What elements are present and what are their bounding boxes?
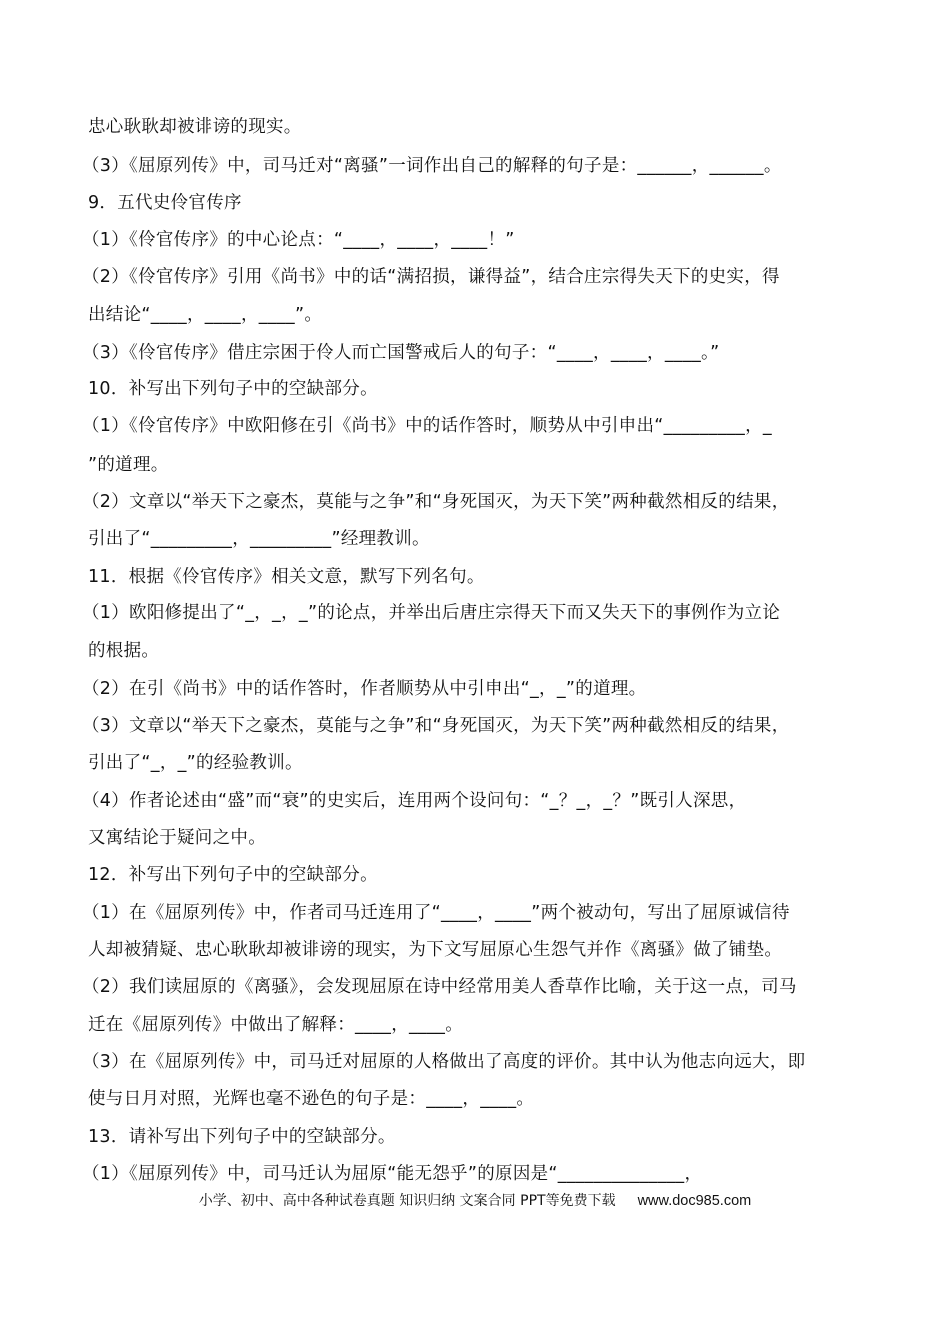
question-9-3: （3）《伶官传序》借庄宗困于伶人而亡国警戒后人的句子：“____，____，____。”: [82, 343, 720, 363]
text-line: 人却被猜疑、忠心耿耿却被诽谤的现实，为下文写屈原心生怨气并作《离骚》做了铺垫。: [88, 940, 783, 960]
text-line: 又寓结论于疑问之中。: [88, 828, 266, 848]
question-9-2: （2）《伶官传序》引用《尚书》中的话“满招损，谦得益”，结合庄宗得失天下的史实，得: [82, 267, 780, 287]
question-12-1: （1）在《屈原列传》中，作者司马迁连用了“____，____”两个被动句，写出了屈原诚信待: [82, 903, 790, 923]
question-10-1: （1）《伶官传序》中欧阳修在引《尚书》中的话作答时，顺势从中引申出“_________，_: [82, 416, 772, 436]
question-9-heading: 9．五代史伶官传序: [88, 193, 242, 213]
question-11-4: （4）作者论述由“盛”而“衰”的史实后，连用两个设问句：“_？_，_？”既引人深思，: [82, 791, 747, 811]
question-8-3: （3）《屈原列传》中，司马迁对“离骚”一词作出自己的解释的句子是：______，______。: [82, 156, 782, 176]
question-11-2: （2）在引《尚书》中的话作答时，作者顺势从中引申出“_，_”的道理。: [82, 679, 647, 699]
question-12-2: （2）我们读屈原的《离骚》，会发现屈原在诗中经常用美人香草作比喻，关于这一点，司马: [82, 977, 797, 997]
question-12-3: （3）在《屈原列传》中，司马迁对屈原的人格做出了高度的评价。其中认为他志向远大，即: [82, 1052, 806, 1072]
text-line: 使与日月对照，光辉也毫不逊色的句子是：____，____。: [88, 1089, 535, 1109]
text-line: ”的道理。: [88, 455, 169, 475]
question-12-heading: 12．补写出下列句子中的空缺部分。: [88, 865, 378, 885]
question-13-1: （1）《屈原列传》中，司马迁认为屈原“能无怨乎”的原因是“______________，: [82, 1164, 703, 1184]
page-footer: [0, 1191, 950, 1211]
question-10-2: （2）文章以“举天下之豪杰，莫能与之争”和“身死国灭，为天下笑”两种截然相反的结果，: [82, 492, 790, 512]
text-line: 的根据。: [88, 641, 160, 661]
text-line: 忠心耿耿却被诽谤的现实。: [88, 117, 302, 137]
text-line: 迁在《屈原列传》中做出了解释：____，____。: [88, 1015, 463, 1035]
question-11-3: （3）文章以“举天下之豪杰，莫能与之争”和“身死国灭，为天下笑”两种截然相反的结果，: [82, 716, 790, 736]
question-11-1: （1）欧阳修提出了“_，_，_”的论点，并举出后唐庄宗得天下而又失天下的事例作为立论: [82, 603, 781, 623]
question-9-1: （1）《伶官传序》的中心论点：“____，____，____！”: [82, 230, 515, 250]
question-10-heading: 10．补写出下列句子中的空缺部分。: [88, 379, 378, 399]
text-line: 引出了“_________，_________”经理教训。: [88, 529, 430, 549]
text-line: 引出了“_，_”的经验教训。: [88, 753, 303, 773]
footer-url[interactable]: www.doc985.com: [637, 1193, 752, 1209]
question-13-heading: 13．请补写出下列句子中的空缺部分。: [88, 1127, 396, 1147]
question-11-heading: 11．根据《伶官传序》相关文意，默写下列名句。: [88, 567, 485, 587]
footer-text: 小学、初中、高中各种试卷真题 知识归纳 文案合同 PPT等免费下载: [198, 1193, 616, 1209]
text-line: 出结论“____，____，____”。: [88, 305, 323, 325]
